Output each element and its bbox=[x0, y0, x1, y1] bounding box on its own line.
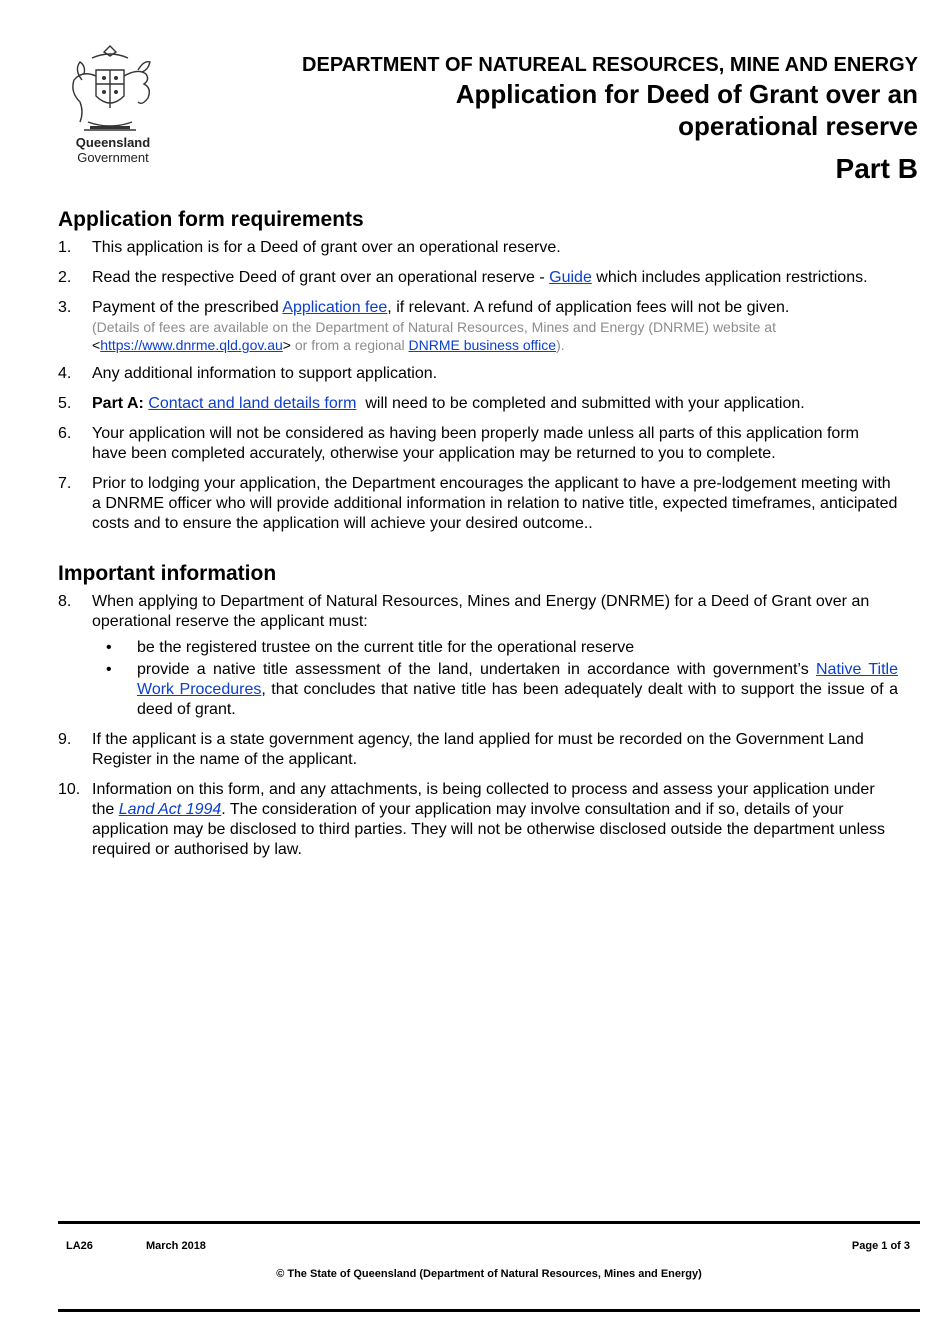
list-item bbox=[58, 394, 898, 414]
list-item bbox=[58, 730, 898, 770]
copyright-notice: © The State of Queensland (Department of Natural Resources, Mines and Energy) bbox=[276, 1268, 702, 1280]
item-text: , if relevant. A refund of application fees will not be given. bbox=[387, 299, 790, 316]
list-item bbox=[58, 780, 898, 860]
section-heading-important: Important information bbox=[58, 562, 277, 585]
guide-link[interactable]: Guide bbox=[549, 269, 592, 286]
fees-note bbox=[92, 318, 898, 354]
item-number: 6. bbox=[58, 425, 72, 442]
item-text: . The consideration of your application may involve consultation and if so, details of your application may be disclosed to third parties. They will not be otherwise disclosed outside the department unless required or authorised by law. bbox=[92, 801, 886, 858]
land-act-link[interactable]: Land Act 1994 bbox=[118, 801, 222, 818]
department-name: DEPARTMENT OF NATUREAL RESOURCES, MINE AND ENERGY bbox=[302, 54, 918, 76]
item-text: will need to be completed and submitted with your application. bbox=[356, 395, 805, 412]
bullet-text: provide a native title assessment of the land, undertaken in accordance with government’s bbox=[137, 661, 816, 678]
document-title-line2: operational reserve bbox=[678, 111, 918, 141]
bullet-text: , that concludes that native title has been adequately dealt with to support the issue of a deed of grant. bbox=[137, 681, 898, 718]
note-bracket: > bbox=[282, 337, 291, 353]
requirements-bullets bbox=[92, 638, 898, 720]
document-header bbox=[302, 52, 918, 186]
native-title-procedures-link[interactable]: Native Title Work Procedures bbox=[137, 661, 898, 698]
note-text: (Details of fees are available on the Department of Natural Resources, Mines and Energy (DNRME) website at bbox=[92, 319, 776, 335]
contact-land-details-link[interactable]: Contact and land details form bbox=[148, 395, 357, 412]
item-number: 8. bbox=[58, 593, 72, 610]
list-item bbox=[58, 238, 898, 258]
bullet-item bbox=[92, 638, 898, 658]
item-text: Read the respective Deed of grant over an operational reserve - bbox=[92, 269, 550, 286]
list-item bbox=[58, 424, 898, 464]
footer-rule-top bbox=[58, 1221, 920, 1224]
part-label: Part B bbox=[835, 153, 918, 184]
business-office-link[interactable]: DNRME business office bbox=[408, 337, 557, 353]
item-number: 2. bbox=[58, 269, 72, 286]
item-text: When applying to Department of Natural Resources, Mines and Energy (DNRME) for a Deed of Grant over an operational reserve the applicant must: bbox=[92, 593, 870, 630]
item-text: Information on this form, and any attachments, is being collected to process and assess your application under the bbox=[92, 781, 875, 818]
important-info-list bbox=[58, 592, 898, 860]
footer-rule-bottom bbox=[58, 1309, 920, 1312]
item-number: 9. bbox=[58, 731, 72, 748]
item-text: Prior to lodging your application, the Department encourages the applicant to have a pre-lodgement meeting with a DNRME officer who will provide additional information in relation to native title, expected timeframes, anticipated costs and to ensure the application will achieve your desired outcome.. bbox=[92, 475, 898, 532]
logo-text bbox=[68, 135, 158, 165]
item-number: 1. bbox=[58, 239, 72, 256]
note-bracket: < bbox=[92, 337, 101, 353]
list-item bbox=[58, 474, 898, 534]
item-text: If the applicant is a state government agency, the land applied for must be recorded on the Government Land Register in the name of the applicant. bbox=[92, 731, 864, 768]
main-content bbox=[58, 206, 898, 870]
list-item bbox=[58, 298, 898, 354]
item-text: which includes application restrictions. bbox=[591, 269, 868, 286]
list-item bbox=[58, 592, 898, 720]
requirements-list bbox=[58, 238, 898, 534]
note-text: ). bbox=[556, 337, 565, 353]
logo-government: Government bbox=[77, 150, 149, 165]
note-text: or from a regional bbox=[290, 337, 409, 353]
logo-queensland: Queensland bbox=[75, 135, 151, 150]
document-title-line1: Application for Deed of Grant over an bbox=[455, 79, 918, 109]
application-fee-link[interactable]: Application fee bbox=[282, 299, 388, 316]
bullet-text: be the registered trustee on the current title for the operational reserve bbox=[137, 639, 635, 656]
item-number: 10. bbox=[58, 781, 81, 798]
item-number: 7. bbox=[58, 475, 72, 492]
form-date: March 2018 bbox=[146, 1240, 206, 1252]
item-number: 5. bbox=[58, 395, 72, 412]
part-a-label: Part A: bbox=[92, 395, 144, 412]
list-item bbox=[58, 268, 898, 288]
form-code: LA26 bbox=[66, 1240, 93, 1252]
section-heading-requirements: Application form requirements bbox=[58, 208, 364, 231]
item-text: This application is for a Deed of grant over an operational reserve. bbox=[92, 239, 561, 256]
item-text: Your application will not be considered as having been properly made unless all parts of this application form have been completed accurately, otherwise your application may be returned to you to complete. bbox=[92, 425, 859, 462]
item-number: 3. bbox=[58, 299, 72, 316]
page-number: Page 1 of 3 bbox=[851, 1240, 910, 1252]
dnrme-website-link[interactable]: https://www.dnrme.qld.gov.au bbox=[100, 337, 283, 353]
item-text: Any additional information to support application. bbox=[92, 365, 438, 382]
list-item bbox=[58, 364, 898, 384]
item-number: 4. bbox=[58, 365, 72, 382]
item-text: Payment of the prescribed bbox=[92, 299, 283, 316]
bullet-item bbox=[92, 660, 898, 720]
